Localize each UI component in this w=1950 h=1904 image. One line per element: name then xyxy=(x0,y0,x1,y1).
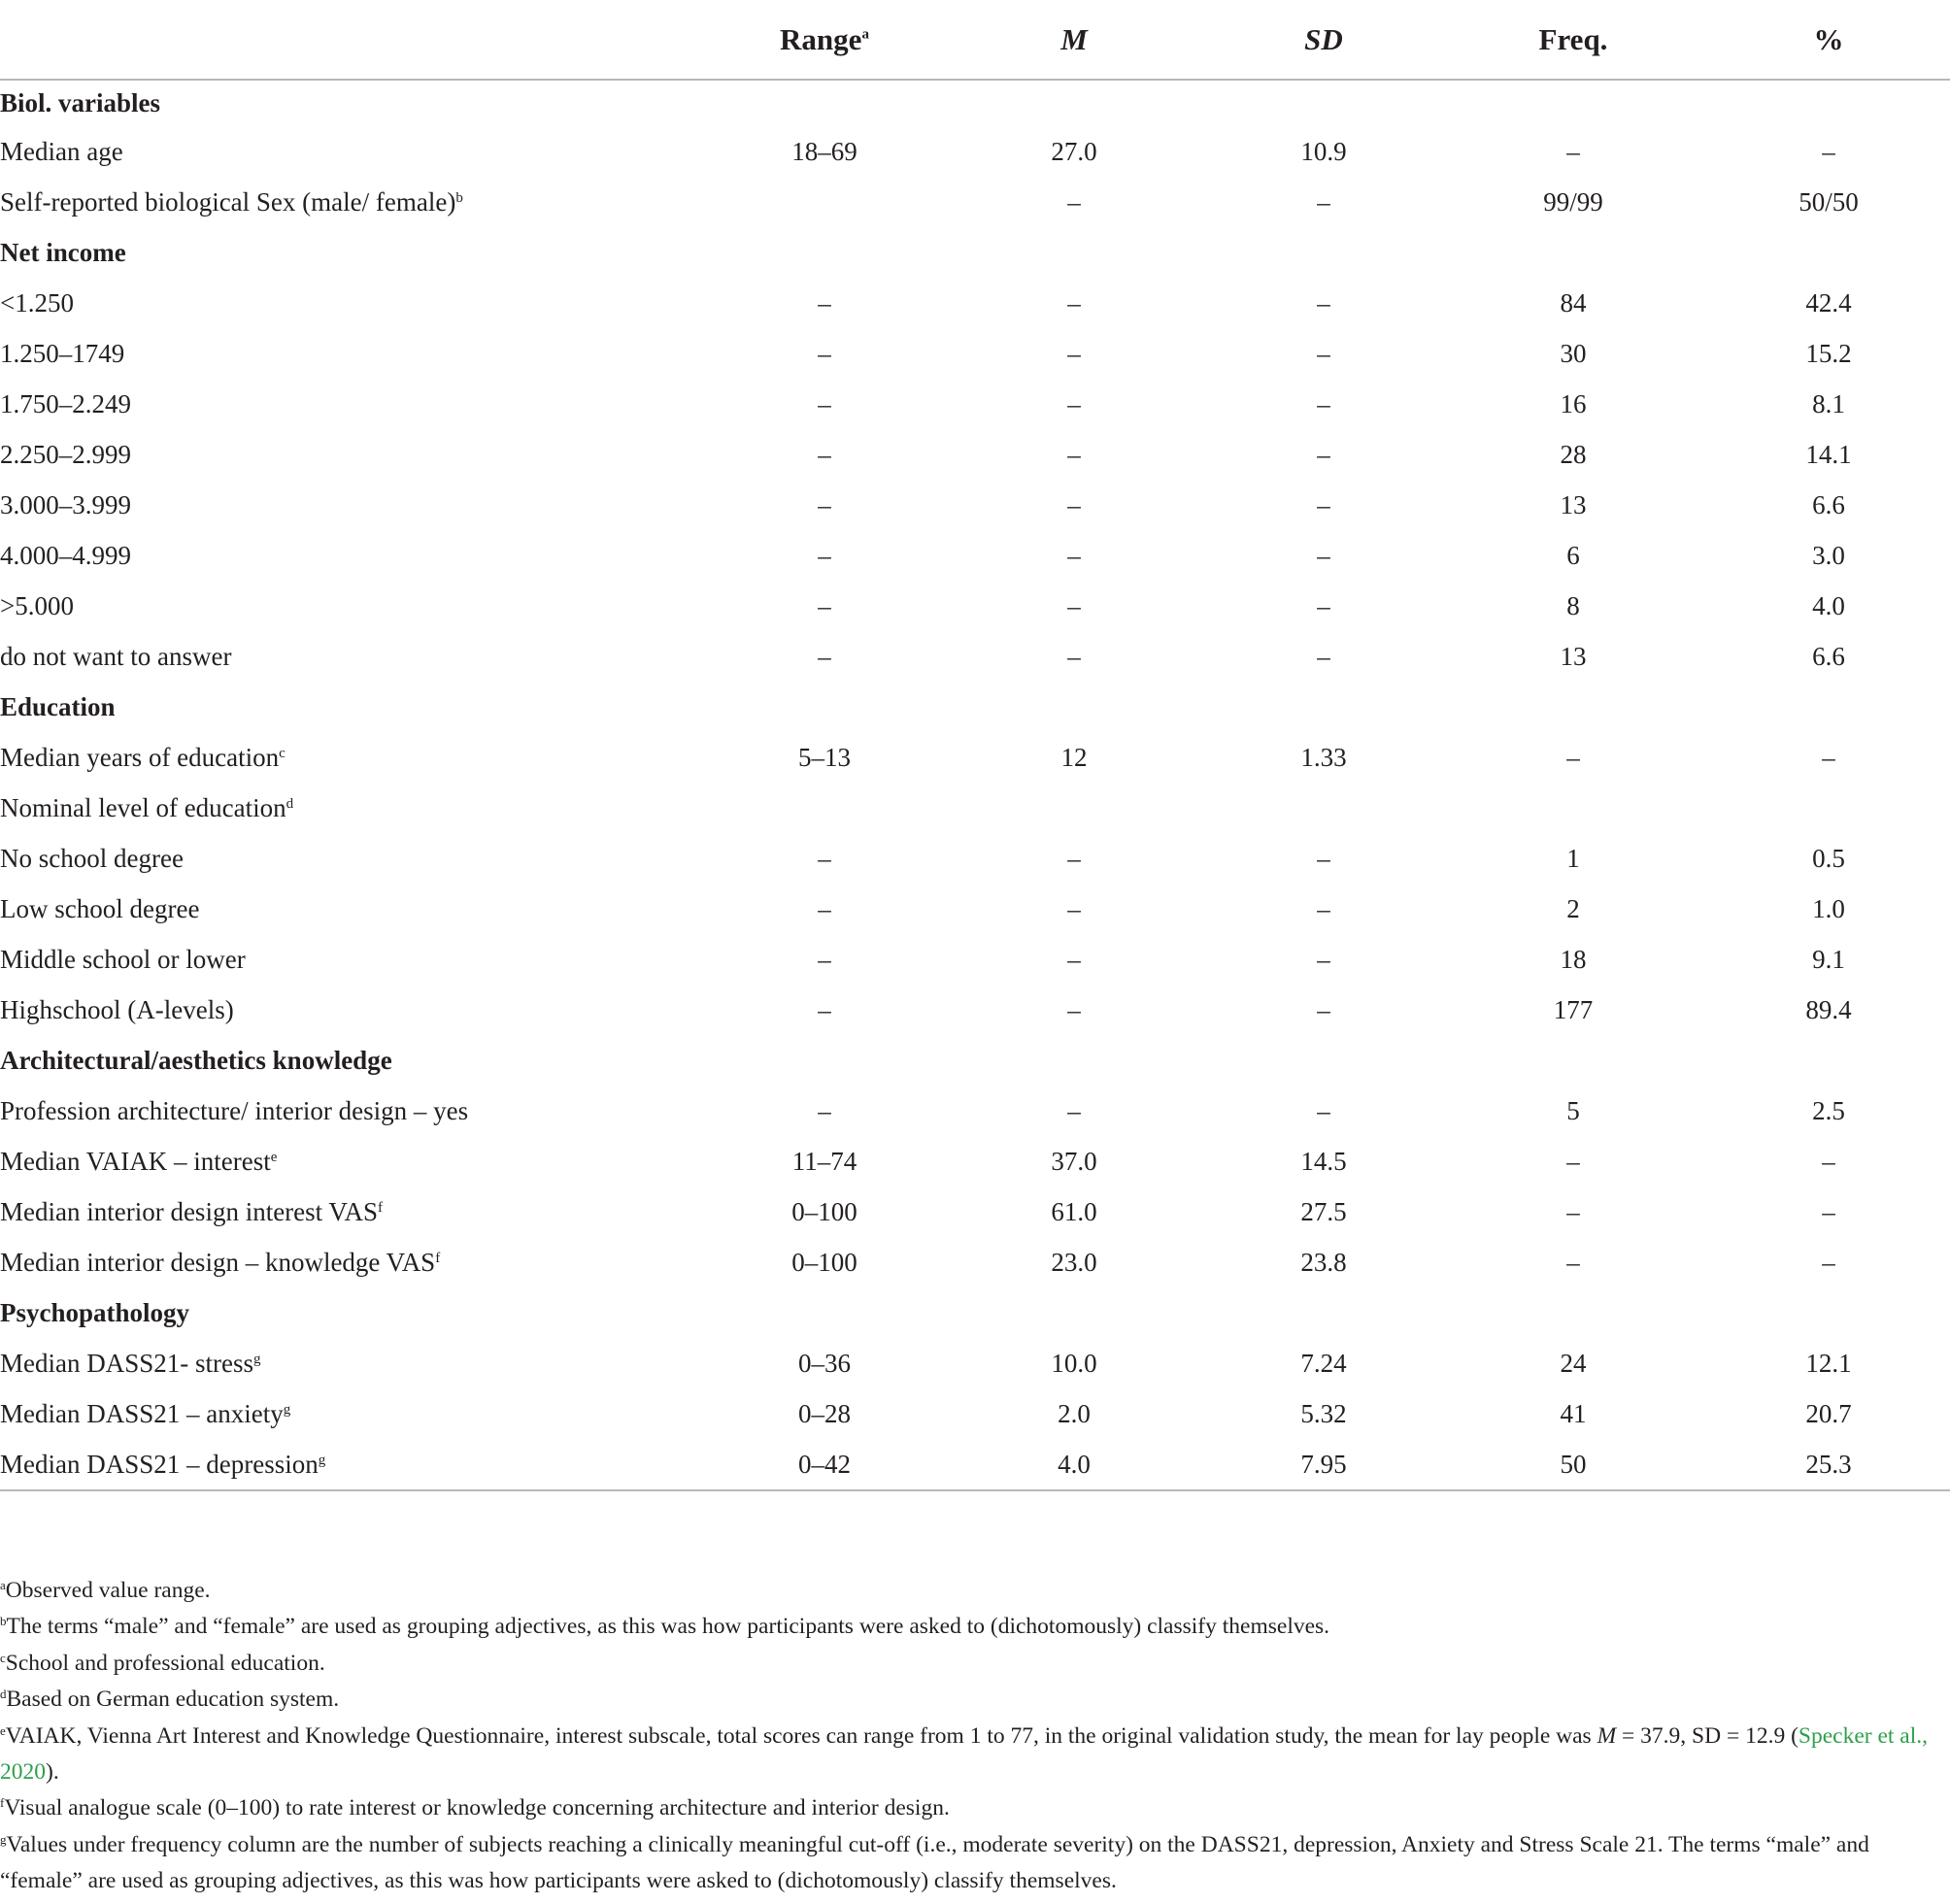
row-label-text: >5.000 xyxy=(0,590,74,620)
percent-cell: 2.5 xyxy=(1812,1095,1845,1125)
row-label-text: Low school degree xyxy=(0,893,200,923)
sd-cell: – xyxy=(1317,287,1330,317)
row-label-text: No school degree xyxy=(0,843,184,873)
sd-cell: – xyxy=(1317,590,1330,620)
row-label-text: Self-reported biological Sex (male/ female) xyxy=(0,186,456,217)
sd-cell: – xyxy=(1317,893,1330,923)
row-label-text: Median years of education xyxy=(0,742,280,772)
table-row xyxy=(0,278,1950,328)
footnote-text-part: VAIAK, Vienna Art Interest and Knowledge Questionnaire, interest subscale, total scores can range from 1 to 77, in the original validation study, the mean for lay people was xyxy=(5,1722,1597,1749)
section-heading xyxy=(0,80,709,126)
footnote-text: School and professional education. xyxy=(5,1650,325,1676)
row-label-text: 4.000–4.999 xyxy=(0,540,131,570)
footnote-text: Based on German education system. xyxy=(6,1687,340,1713)
table-row xyxy=(0,732,1950,783)
row-label-text: Median interior design interest VAS xyxy=(0,1196,378,1226)
range-cell xyxy=(709,177,940,227)
table-row xyxy=(0,783,1950,833)
row-label xyxy=(0,278,709,328)
mean-cell: – xyxy=(1067,641,1081,671)
section-heading xyxy=(0,1035,709,1086)
freq-cell: 8 xyxy=(1566,590,1580,620)
sd-cell: 5.32 xyxy=(1300,1398,1347,1428)
row-label xyxy=(0,177,709,227)
row-label-text: Median VAIAK – interest xyxy=(0,1146,271,1176)
percent-cell: 89.4 xyxy=(1805,994,1852,1024)
mean-cell: 37.0 xyxy=(1051,1146,1097,1176)
table-row xyxy=(0,934,1950,985)
section-row xyxy=(0,682,1950,732)
freq-cell: 24 xyxy=(1560,1348,1587,1378)
footnote-d xyxy=(0,1682,1942,1718)
range-cell: – xyxy=(818,893,831,923)
row-label-text: <1.250 xyxy=(0,287,74,317)
footnote-marker: g xyxy=(0,1831,7,1847)
sd-cell: – xyxy=(1317,489,1330,519)
freq-cell: 84 xyxy=(1560,287,1587,317)
mean-cell xyxy=(940,1035,1208,1086)
row-label-text: Psychopathology xyxy=(0,1297,190,1327)
footnote-text-part: = 37.9, SD = 12.9 ( xyxy=(1616,1722,1799,1749)
percent-cell: 1.0 xyxy=(1812,893,1845,923)
sd-cell: – xyxy=(1317,944,1330,974)
sd-cell: – xyxy=(1317,540,1330,570)
percent-cell: – xyxy=(1822,136,1835,166)
percent-cell: 9.1 xyxy=(1812,944,1845,974)
percent-cell xyxy=(1707,1287,1950,1338)
footnote-marker: g xyxy=(283,1401,291,1418)
row-label-text: Median DASS21 – depression xyxy=(0,1449,319,1479)
freq-cell: 41 xyxy=(1560,1398,1587,1428)
section-row xyxy=(0,1287,1950,1338)
freq-cell: 6 xyxy=(1566,540,1580,570)
range-cell: – xyxy=(818,338,831,368)
freq-cell xyxy=(1439,227,1707,278)
freq-cell: – xyxy=(1566,1146,1580,1176)
row-label-text: Median interior design – knowledge VAS xyxy=(0,1247,436,1277)
row-label xyxy=(0,1186,709,1237)
freq-cell: 177 xyxy=(1553,994,1594,1024)
sd-cell: 1.33 xyxy=(1300,742,1347,772)
percent-cell: 0.5 xyxy=(1812,843,1845,873)
table-row xyxy=(0,985,1950,1035)
row-label-text: Profession architecture/ interior design – yes xyxy=(0,1095,469,1125)
sd-cell: – xyxy=(1317,186,1330,217)
row-label xyxy=(0,126,709,177)
sd-cell: 7.24 xyxy=(1300,1348,1347,1378)
sd-cell: 7.95 xyxy=(1300,1449,1347,1479)
row-label xyxy=(0,1388,709,1439)
mean-cell: – xyxy=(1067,540,1081,570)
freq-cell: 2 xyxy=(1566,893,1580,923)
row-label xyxy=(0,1136,709,1186)
sd-cell: 10.9 xyxy=(1300,136,1347,166)
freq-cell: 13 xyxy=(1560,641,1587,671)
mean-cell: 27.0 xyxy=(1051,136,1097,166)
footnote-marker: g xyxy=(318,1452,326,1468)
footnote-text: Visual analogue scale (0–100) to rate interest or knowledge concerning architecture and interior design. xyxy=(4,1795,950,1821)
mean-cell: 12 xyxy=(1060,742,1088,772)
row-label xyxy=(0,581,709,631)
footnote-marker: d xyxy=(0,1687,7,1702)
row-label-text: Middle school or lower xyxy=(0,944,246,974)
row-label xyxy=(0,631,709,682)
freq-cell: 13 xyxy=(1560,489,1587,519)
footnote-marker: c xyxy=(0,1650,6,1665)
freq-cell: 18 xyxy=(1560,944,1587,974)
mean-cell xyxy=(940,1287,1208,1338)
row-label xyxy=(0,985,709,1035)
mean-cell xyxy=(940,682,1208,732)
footnote-marker: e xyxy=(0,1722,6,1738)
percent-cell: 8.1 xyxy=(1812,388,1845,418)
percent-cell xyxy=(1707,227,1950,278)
table-row xyxy=(0,429,1950,480)
footnote-marker: f xyxy=(0,1795,5,1811)
mean-cell: – xyxy=(1067,944,1081,974)
range-cell: – xyxy=(818,1095,831,1125)
table-body xyxy=(0,80,1950,1489)
row-label xyxy=(0,328,709,379)
sd-cell: 23.8 xyxy=(1300,1247,1347,1277)
table-bottom-rule xyxy=(0,1489,1950,1491)
footnote-text: The terms “male” and “female” are used as grouping adjectives, as this was how participants were asked to (dichotomously) classify themselves. xyxy=(6,1614,1330,1640)
range-cell: 0–42 xyxy=(798,1449,851,1479)
mean-cell xyxy=(940,80,1208,126)
mean-cell: – xyxy=(1067,439,1081,469)
row-label-text: Median DASS21 – anxiety xyxy=(0,1398,284,1428)
freq-cell: – xyxy=(1566,136,1580,166)
sd-cell: – xyxy=(1317,994,1330,1024)
footnotes xyxy=(0,1573,1942,1900)
footnote-text-part: ). xyxy=(46,1759,59,1786)
freq-cell xyxy=(1439,1035,1707,1086)
table-row xyxy=(0,328,1950,379)
sd-cell xyxy=(1208,1035,1439,1086)
row-label-text: 1.250–1749 xyxy=(0,338,125,368)
footnote-f xyxy=(0,1790,1942,1826)
table-row xyxy=(0,631,1950,682)
footnote-text: Values under frequency column are the number of subjects reaching a clinically meaningful cut-off (i.e., moderate severity) on the DASS21, depression, Anxiety and Stress Scale 21. The terms “male” and “female” are used as grouping adjectives, as this was how participants were asked to (dichotomously) classify themselves. xyxy=(0,1831,1869,1894)
percent-cell: – xyxy=(1822,742,1835,772)
footnote-marker: g xyxy=(253,1351,261,1367)
percent-cell: 4.0 xyxy=(1812,590,1845,620)
range-cell: – xyxy=(818,540,831,570)
mean-cell: 23.0 xyxy=(1051,1247,1097,1277)
row-label xyxy=(0,379,709,429)
mean-cell: – xyxy=(1067,1095,1081,1125)
footnote-b xyxy=(0,1609,1942,1645)
footnote-marker: b xyxy=(0,1614,7,1629)
row-label-text: Education xyxy=(0,691,116,721)
freq-cell: 1 xyxy=(1566,843,1580,873)
mean-cell: – xyxy=(1067,893,1081,923)
row-label xyxy=(0,934,709,985)
row-label xyxy=(0,1237,709,1287)
footnote-g xyxy=(0,1827,1942,1900)
footnote-marker: b xyxy=(455,189,463,206)
row-label-text: Median age xyxy=(0,136,123,166)
percent-cell: 6.6 xyxy=(1812,489,1845,519)
table-row xyxy=(0,1388,1950,1439)
mean-cell: 4.0 xyxy=(1058,1449,1091,1479)
row-label-text: 3.000–3.999 xyxy=(0,489,131,519)
footnote-marker: c xyxy=(279,745,286,761)
range-cell: – xyxy=(818,590,831,620)
range-cell xyxy=(709,80,940,126)
table-row xyxy=(0,581,1950,631)
row-label-text: Median DASS21- stress xyxy=(0,1348,253,1378)
footnote-marker: e xyxy=(270,1149,278,1165)
footnote-marker: a xyxy=(0,1578,6,1592)
range-cell xyxy=(709,1287,940,1338)
range-cell: 0–28 xyxy=(798,1398,851,1428)
mean-cell: 61.0 xyxy=(1051,1196,1097,1226)
table-row xyxy=(0,833,1950,884)
sd-cell: – xyxy=(1317,641,1330,671)
footnote-a xyxy=(0,1573,1942,1609)
range-cell: 5–13 xyxy=(798,742,851,772)
mean-cell: 10.0 xyxy=(1051,1348,1097,1378)
percent-cell: 14.1 xyxy=(1805,439,1852,469)
footnote-text: Observed value range. xyxy=(5,1578,211,1603)
table-row xyxy=(0,379,1950,429)
range-cell: 18–69 xyxy=(791,136,857,166)
sd-cell: – xyxy=(1317,843,1330,873)
row-label xyxy=(0,530,709,581)
row-label-text: Nominal level of education xyxy=(0,792,286,822)
row-label xyxy=(0,1086,709,1136)
mean-cell: – xyxy=(1067,287,1081,317)
section-heading xyxy=(0,682,709,732)
sd-cell: – xyxy=(1317,388,1330,418)
range-cell: 0–100 xyxy=(791,1247,857,1277)
mean-cell: – xyxy=(1067,489,1081,519)
footnote-marker: f xyxy=(377,1199,383,1216)
freq-cell: 99/99 xyxy=(1543,186,1603,217)
sd-cell: – xyxy=(1317,338,1330,368)
footnote-c xyxy=(0,1646,1942,1682)
table-row xyxy=(0,1338,1950,1388)
table-row xyxy=(0,1136,1950,1186)
header-range: Range$^a$ xyxy=(709,0,940,80)
table-row xyxy=(0,530,1950,581)
footnote-e xyxy=(0,1719,1942,1791)
row-label xyxy=(0,429,709,480)
header-row xyxy=(0,0,1950,80)
freq-cell: 16 xyxy=(1560,388,1587,418)
percent-cell xyxy=(1707,682,1950,732)
section-heading xyxy=(0,1287,709,1338)
range-cell: 11–74 xyxy=(791,1146,857,1176)
freq-cell: 50 xyxy=(1560,1449,1587,1479)
row-label-text: Highschool (A-levels) xyxy=(0,994,234,1024)
table-row xyxy=(0,126,1950,177)
percent-cell: – xyxy=(1822,1146,1835,1176)
header-freq: Freq. xyxy=(1439,0,1707,80)
percent-cell: 42.4 xyxy=(1805,287,1852,317)
section-row xyxy=(0,227,1950,278)
row-label-text: do not want to answer xyxy=(0,641,232,671)
table-row xyxy=(0,480,1950,530)
table-row xyxy=(0,1086,1950,1136)
sd-cell xyxy=(1208,1287,1439,1338)
header-percent: % xyxy=(1707,0,1950,80)
mean-cell: – xyxy=(1067,994,1081,1024)
percent-cell: 20.7 xyxy=(1805,1398,1852,1428)
percent-cell: 3.0 xyxy=(1812,540,1845,570)
sd-cell: – xyxy=(1317,439,1330,469)
row-label-text: 1.750–2.249 xyxy=(0,388,131,418)
citation-link[interactable]: Specker et al., 2020 xyxy=(0,1722,1929,1786)
range-cell: – xyxy=(818,489,831,519)
footnote-marker: d xyxy=(286,795,294,812)
percent-cell: – xyxy=(1822,1196,1835,1226)
table-row xyxy=(0,884,1950,934)
row-label-text: 2.250–2.999 xyxy=(0,439,131,469)
range-cell xyxy=(709,227,940,278)
percent-cell: – xyxy=(1822,1247,1835,1277)
freq-cell xyxy=(1439,80,1707,126)
row-label-text: Architectural/aesthetics knowledge xyxy=(0,1045,392,1075)
range-cell: – xyxy=(818,944,831,974)
row-label-text: Net income xyxy=(0,237,126,267)
row-label xyxy=(0,1338,709,1388)
section-heading xyxy=(0,227,709,278)
sd-cell: – xyxy=(1317,1095,1330,1125)
freq-cell: – xyxy=(1566,1247,1580,1277)
freq-cell: 30 xyxy=(1560,338,1587,368)
footnote-text-part: M xyxy=(1597,1722,1617,1749)
percent-cell: 12.1 xyxy=(1805,1348,1852,1378)
header-sd: SD xyxy=(1208,0,1439,80)
footnote-marker: f xyxy=(435,1250,441,1266)
table-row xyxy=(0,1186,1950,1237)
row-label xyxy=(0,833,709,884)
percent-cell xyxy=(1707,80,1950,126)
range-cell: – xyxy=(818,641,831,671)
sd-cell xyxy=(1208,227,1439,278)
section-row xyxy=(0,80,1950,126)
percent-cell: 6.6 xyxy=(1812,641,1845,671)
sd-cell: 14.5 xyxy=(1300,1146,1347,1176)
range-cell: 0–100 xyxy=(791,1196,857,1226)
mean-cell: – xyxy=(1067,186,1081,217)
sd-cell: 27.5 xyxy=(1300,1196,1347,1226)
sd-cell xyxy=(1208,682,1439,732)
mean-cell xyxy=(940,227,1208,278)
range-cell: – xyxy=(818,287,831,317)
mean-cell: – xyxy=(1067,843,1081,873)
range-cell xyxy=(709,783,940,833)
range-cell xyxy=(709,682,940,732)
section-row xyxy=(0,1035,1950,1086)
percent-cell xyxy=(1707,783,1950,833)
row-label xyxy=(0,732,709,783)
row-label-text: Biol. variables xyxy=(0,88,161,117)
mean-cell: 2.0 xyxy=(1058,1398,1091,1428)
freq-cell: 5 xyxy=(1566,1095,1580,1125)
percent-cell: 25.3 xyxy=(1805,1449,1852,1479)
mean-cell: – xyxy=(1067,338,1081,368)
row-label xyxy=(0,884,709,934)
range-cell xyxy=(709,1035,940,1086)
freq-cell xyxy=(1439,682,1707,732)
range-cell: – xyxy=(818,994,831,1024)
sd-cell xyxy=(1208,80,1439,126)
range-cell: – xyxy=(818,843,831,873)
table-row xyxy=(0,1237,1950,1287)
percent-cell: 50/50 xyxy=(1799,186,1859,217)
range-cell: – xyxy=(818,388,831,418)
freq-cell xyxy=(1439,1287,1707,1338)
sd-cell xyxy=(1208,783,1439,833)
freq-cell: – xyxy=(1566,742,1580,772)
table-row xyxy=(0,1439,1950,1489)
percent-cell: 15.2 xyxy=(1805,338,1852,368)
header-label-cell xyxy=(0,0,709,80)
row-label xyxy=(0,480,709,530)
mean-cell: – xyxy=(1067,388,1081,418)
freq-cell: – xyxy=(1566,1196,1580,1226)
row-label xyxy=(0,1439,709,1489)
range-cell: 0–36 xyxy=(798,1348,851,1378)
freq-cell xyxy=(1439,783,1707,833)
freq-cell: 28 xyxy=(1560,439,1587,469)
header-m: M xyxy=(940,0,1208,80)
mean-cell: – xyxy=(1067,590,1081,620)
mean-cell xyxy=(940,783,1208,833)
range-cell: – xyxy=(818,439,831,469)
percent-cell xyxy=(1707,1035,1950,1086)
table-row xyxy=(0,177,1950,227)
row-label xyxy=(0,783,709,833)
